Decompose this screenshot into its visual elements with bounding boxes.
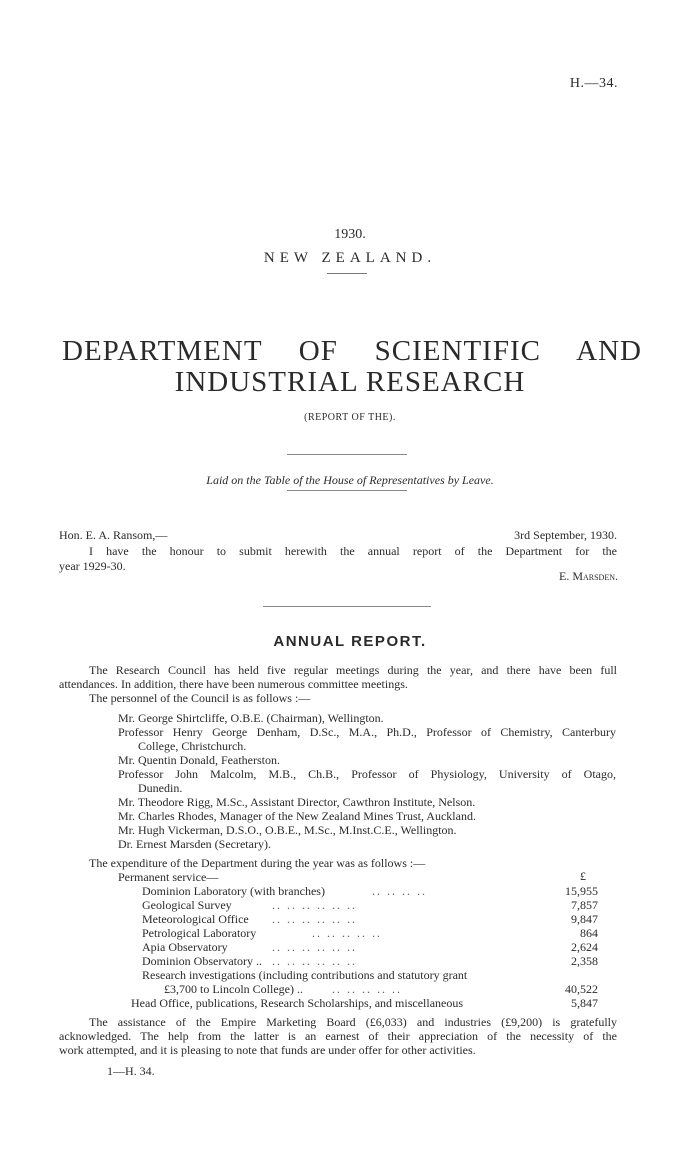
page-footer: 1—H. 34.: [107, 1064, 155, 1078]
intro-line: The personnel of the Council is as follows :—: [89, 691, 311, 705]
expenditure-item-value: 864: [580, 926, 598, 940]
expenditure-item-label: Research investigations (including contributions and statutory grant: [142, 968, 468, 982]
letter-date: 3rd September, 1930.: [514, 528, 617, 542]
expenditure-item-value: 7,857: [571, 898, 598, 912]
council-member: Professor Henry George Denham, D.Sc., M.A., Ph.D., Professor of Chemistry, Canterbury: [118, 725, 616, 739]
leader-dots: .. .. .. .. ..: [312, 926, 382, 940]
subtitle: (REPORT OF THE).: [304, 412, 396, 423]
document-year: 1930.: [334, 227, 366, 242]
expenditure-item-label: Apia Observatory: [142, 940, 228, 954]
divider: [287, 454, 407, 455]
expenditure-item-label: £3,700 to Lincoln College) ..: [164, 982, 303, 996]
expenditure-item-value: 15,955: [565, 884, 598, 898]
country-heading: NEW ZEALAND.: [263, 250, 437, 266]
closing-line: acknowledged. The help from the latter is an earnest of their appreciation of the necessity of the: [59, 1029, 617, 1043]
intro-line: The Research Council has held five regular meetings during the year, and there have been full: [89, 663, 617, 677]
expenditure-item-value: 40,522: [565, 982, 598, 996]
expenditure-item-value: 2,358: [571, 954, 598, 968]
council-member-cont: College, Christchurch.: [138, 739, 247, 753]
council-member-cont: Dunedin.: [138, 781, 183, 795]
council-member: Mr. George Shirtcliffe, O.B.E. (Chairman), Wellington.: [118, 711, 384, 725]
letter-body-line: I have the honour to submit herewith the annual report of the Department for the: [89, 544, 617, 558]
council-member: Professor John Malcolm, M.B., Ch.B., Professor of Physiology, University of Otago,: [118, 767, 616, 781]
expenditure-item-label: Meteorological Office: [142, 912, 249, 926]
council-member: Mr. Theodore Rigg, M.Sc., Assistant Director, Cawthron Institute, Nelson.: [118, 795, 476, 809]
document-serial: H.—34.: [569, 76, 618, 91]
expenditure-item-label: Petrological Laboratory: [142, 926, 257, 940]
leader-dots: .. .. .. .. .. ..: [272, 898, 357, 912]
expenditure-item-value: 2,624: [571, 940, 598, 954]
leader-dots: .. .. .. .. .. ..: [272, 940, 357, 954]
expenditure-item-label: Head Office, publications, Research Scholarships, and miscellaneous: [131, 996, 464, 1010]
expenditure-intro: The expenditure of the Department during the year was as follows :—: [89, 856, 426, 870]
council-member: Mr. Quentin Donald, Featherston.: [118, 753, 280, 767]
council-member: Mr. Hugh Vickerman, D.S.O., O.B.E., M.Sc., M.Inst.C.E., Wellington.: [118, 823, 457, 837]
closing-line: work attempted, and it is pleasing to note that funds are under offer for other activities.: [59, 1043, 476, 1057]
section-heading: ANNUAL REPORT.: [273, 633, 427, 650]
expenditure-item-label: Dominion Laboratory (with branches): [142, 884, 325, 898]
title-line-1: DEPARTMENT OF SCIENTIFIC AND: [62, 335, 642, 367]
laid-on-table-note: Laid on the Table of the House of Representatives by Leave.: [206, 473, 494, 487]
closing-line: The assistance of the Empire Marketing Board (£6,033) and industries (£9,200) is gratefully: [89, 1015, 617, 1029]
letter-body-line: year 1929-30.: [59, 559, 126, 573]
title-line-2: INDUSTRIAL RESEARCH: [174, 366, 526, 398]
currency-symbol: £: [580, 869, 586, 883]
divider: [263, 606, 431, 607]
letter-addressee: Hon. E. A. Ransom,—: [59, 528, 168, 542]
expenditure-item-value: 9,847: [571, 912, 598, 926]
intro-line: attendances. In addition, there have been numerous committee meetings.: [59, 677, 408, 691]
leader-dots: .. .. .. .. .. ..: [272, 954, 357, 968]
leader-dots: .. .. .. ..: [372, 884, 427, 898]
leader-dots: .. .. .. .. ..: [332, 982, 402, 996]
council-member: Dr. Ernest Marsden (Secretary).: [118, 837, 271, 851]
letter-signature: E. Marsden.: [558, 569, 618, 583]
expenditure-item-label: Dominion Observatory ..: [142, 954, 262, 968]
divider: [327, 273, 367, 274]
expenditure-category: Permanent service—: [118, 870, 219, 884]
expenditure-item-value: 5,847: [571, 996, 598, 1010]
expenditure-item-label: Geological Survey: [142, 898, 232, 912]
leader-dots: .. .. .. .. .. ..: [272, 912, 357, 926]
council-member: Mr. Charles Rhodes, Manager of the New Zealand Mines Trust, Auckland.: [118, 809, 476, 823]
divider: [287, 490, 407, 491]
